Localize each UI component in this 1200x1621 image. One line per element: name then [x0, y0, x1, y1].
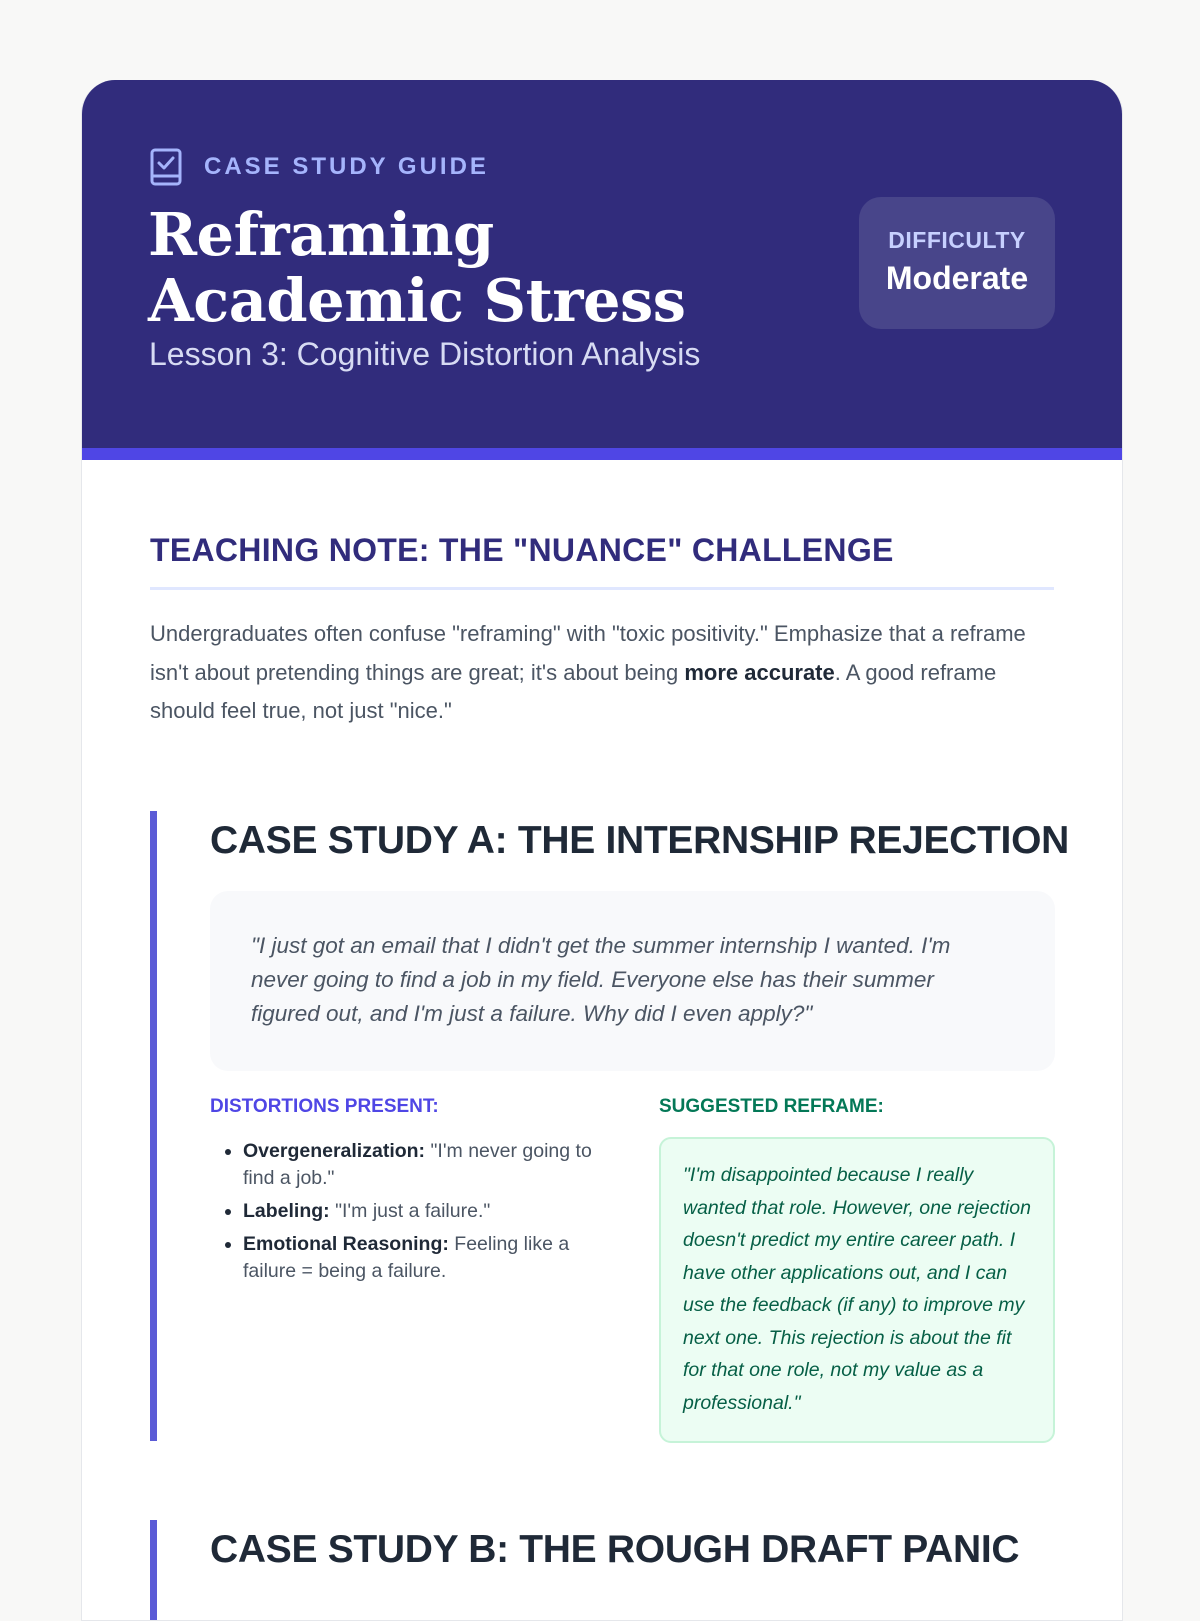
page-title: Reframing Academic Stress	[148, 200, 686, 335]
distortion-term: Emotional Reasoning:	[243, 1233, 449, 1255]
teaching-note-heading: TEACHING NOTE: THE "NUANCE" CHALLENGE	[150, 532, 1054, 590]
distortions-label: DISTORTIONS PRESENT:	[210, 1096, 439, 1117]
list-item	[243, 1198, 600, 1225]
reframe-label: SUGGESTED REFRAME:	[659, 1096, 884, 1117]
case-study-a-title: CASE STUDY A: THE INTERNSHIP REJECTION	[210, 819, 1069, 862]
case-study-b-title: CASE STUDY B: THE ROUGH DRAFT PANIC	[210, 1528, 1020, 1571]
case-study-b	[150, 1520, 1062, 1621]
difficulty-value: Moderate	[885, 260, 1029, 296]
teaching-note-text-end: . A good reframe should feel true, not just "nice."	[150, 659, 997, 723]
difficulty-badge	[859, 197, 1055, 329]
teaching-note-emphasis: more accurate	[684, 659, 835, 685]
teaching-note-text-start: Undergraduates often confuse "reframing" with "toxic positivity." Emphasize that a reframe isn't about pretending things are great; it's about being	[150, 621, 1026, 685]
student-quote: "I just got an email that I didn't get the summer internship I wanted. I'm never going to find a job in my field. Everyone else has their summer figured out, and I'm just a failure. Why did I even apply?"	[210, 891, 1055, 1071]
suggested-reframe: "I'm disappointed because I really wanted that role. However, one rejection doesn't predict my entire career path. I have other applications out, and I can use the feedback (if any) to improve my next one. This rejection is about the fit for that one role, not my value as a professional."	[659, 1137, 1055, 1443]
difficulty-label: DIFFICULTY	[888, 227, 1026, 253]
list-item	[243, 1138, 600, 1192]
page-subtitle: Lesson 3: Cognitive Distortion Analysis	[149, 336, 701, 372]
case-study-a	[150, 811, 1069, 1441]
distortion-term: Overgeneralization:	[243, 1140, 426, 1162]
distortion-text: "I'm never going to find a job."	[243, 1140, 592, 1189]
eyebrow	[150, 148, 489, 186]
eyebrow-label: CASE STUDY GUIDE	[204, 153, 489, 180]
distortion-term: Labeling:	[243, 1200, 330, 1222]
lesson-card	[81, 80, 1123, 1621]
book-check-icon	[150, 148, 182, 186]
distortion-text: "I'm just a failure."	[329, 1200, 491, 1222]
list-item	[243, 1231, 600, 1285]
teaching-note-body	[150, 615, 1055, 731]
distortions-list	[210, 1138, 600, 1291]
distortion-text: Feeling like a failure = being a failure.	[243, 1233, 570, 1282]
lesson-header	[82, 80, 1122, 460]
